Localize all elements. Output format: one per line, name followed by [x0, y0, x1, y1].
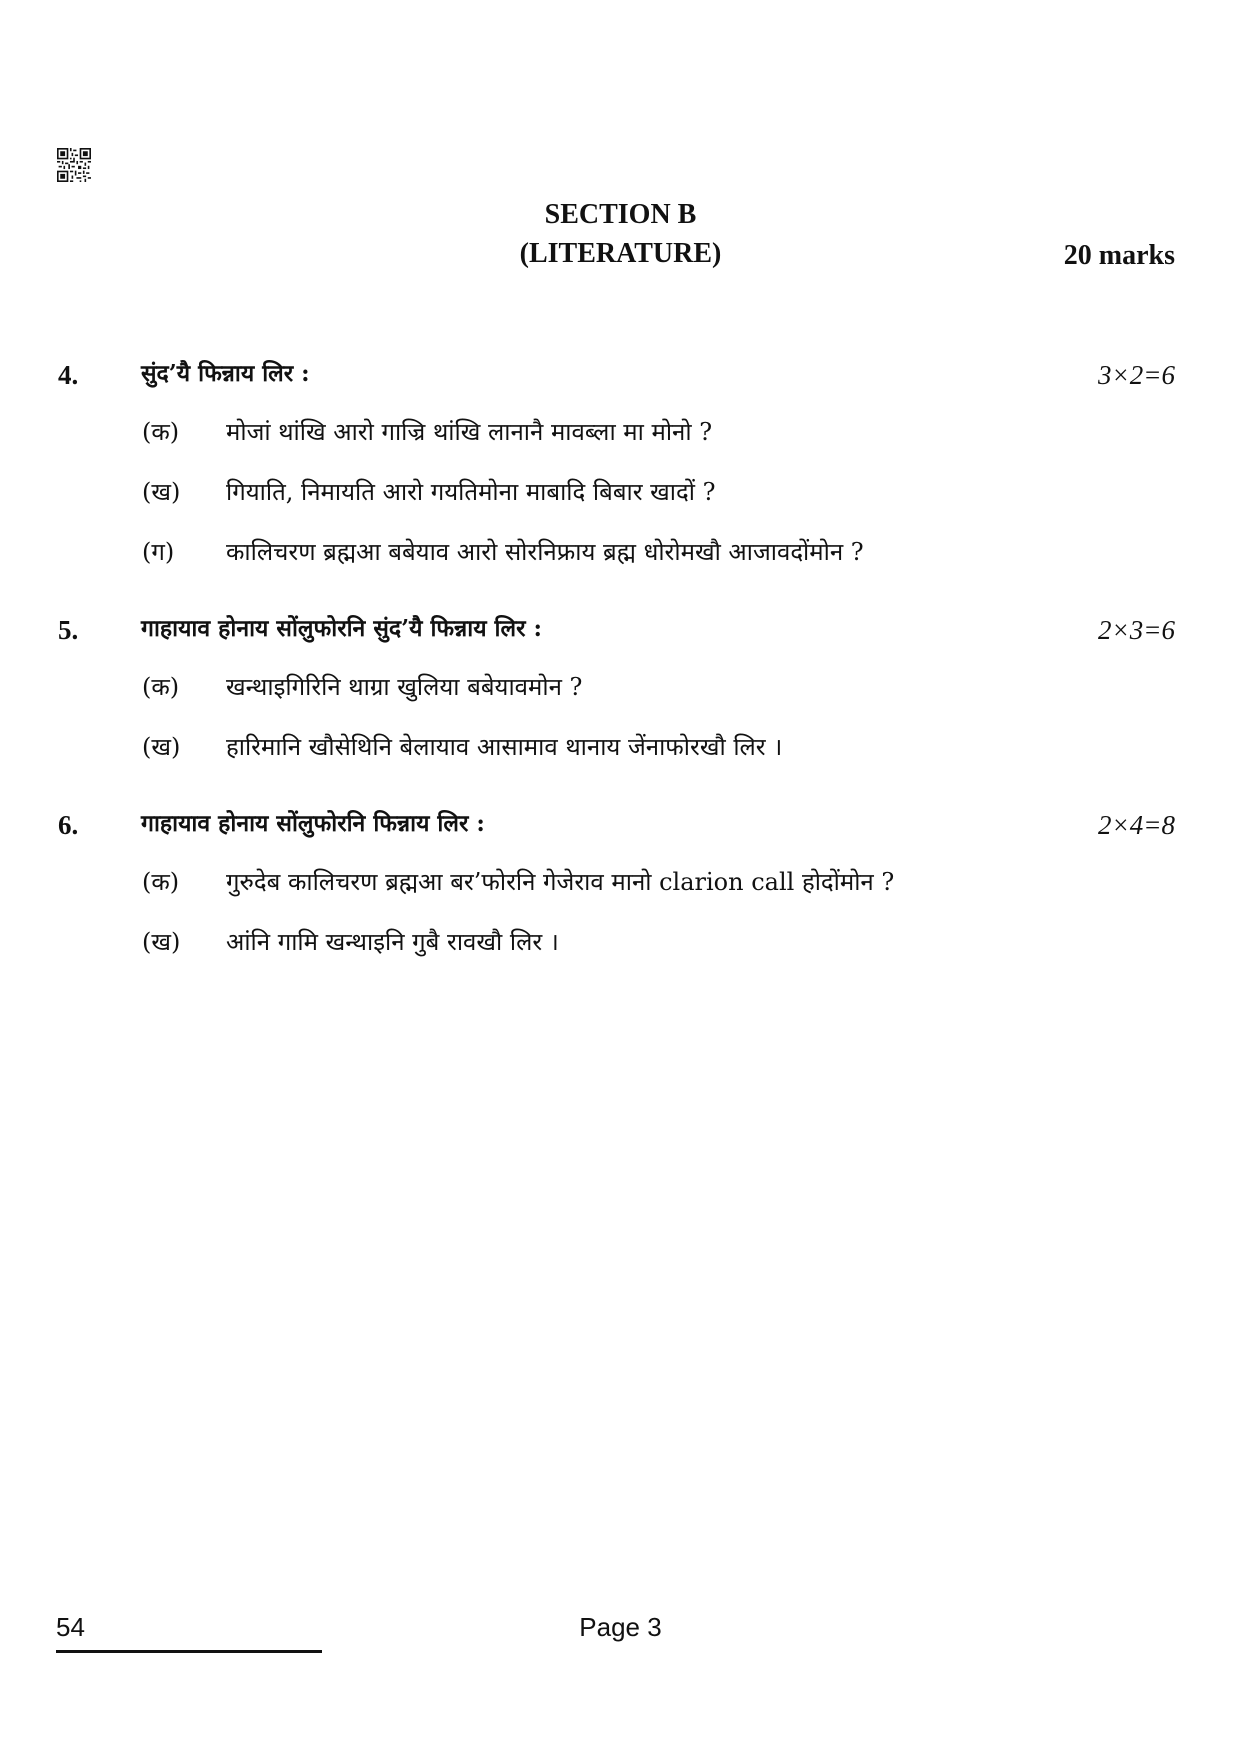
- part-text: खन्थाइगिरिनि थाग्रा खुलिया बबेयावमोन ?: [226, 673, 583, 701]
- section-title: SECTION B: [544, 199, 697, 230]
- question-6-part-b: [0, 923, 1241, 965]
- part-label: (ख): [142, 733, 181, 761]
- part-text: गुरुदेब कालिचरण ब्रह्मआ बर’फोरनि गेजेराव मानो clarion call होदोंमोन ?: [226, 868, 895, 896]
- footer-divider: [56, 1650, 322, 1653]
- part-text: गियाति, निमायति आरो गयतिमोना माबादि बिबार खादों ?: [226, 478, 716, 506]
- question-number: 5.: [58, 615, 79, 645]
- question-number: 4.: [58, 360, 79, 390]
- question-4-part-a: [0, 413, 1241, 455]
- question-number: 6.: [58, 810, 79, 840]
- question-6: [0, 804, 1241, 848]
- part-label: (ग): [142, 538, 175, 566]
- question-text: सुंद’यै फिन्नाय लिर :: [141, 360, 310, 387]
- part-label: (ख): [142, 478, 181, 506]
- part-text: हारिमानि खौसेथिनि बेलायाव आसामाव थानाय जेंनाफोरखौ लिर ।: [226, 733, 783, 761]
- question-marks: 3×2=6: [1098, 360, 1175, 390]
- question-4-part-c: [0, 533, 1241, 575]
- question-6-part-a: [0, 863, 1241, 905]
- question-4-part-b: [0, 473, 1241, 515]
- question-4: [0, 354, 1241, 398]
- section-subtitle: (LITERATURE): [519, 238, 722, 269]
- question-5: [0, 609, 1241, 653]
- part-label: (क): [142, 673, 180, 701]
- part-text: मोजां थांखि आरो गाज्रि थांखि लानानै मावब्ला मा मोनो ?: [226, 418, 713, 446]
- qr-code-icon: [57, 148, 91, 182]
- section-total-marks: 20 marks: [1063, 240, 1175, 271]
- part-label: (क): [142, 868, 180, 896]
- question-text: गाहायाव होनाय सोंलुफोरनि फिन्नाय लिर :: [141, 810, 485, 837]
- part-label: (क): [142, 418, 180, 446]
- part-text: आंनि गामि खन्थाइनि गुबै रावखौ लिर ।: [226, 928, 559, 956]
- question-text: गाहायाव होनाय सोंलुफोरनि सुंद’यै फिन्नाय लिर :: [141, 615, 543, 642]
- paper-code: 54: [56, 1612, 85, 1642]
- part-label: (ख): [142, 928, 181, 956]
- question-5-part-a: [0, 668, 1241, 710]
- part-text: कालिचरण ब्रह्मआ बबेयाव आरो सोरनिफ्राय ब्रह्म धोरोमखौ आजावदोंमोन ?: [226, 538, 864, 566]
- question-marks: 2×3=6: [1098, 615, 1175, 645]
- page-number: Page 3: [579, 1612, 662, 1642]
- question-marks: 2×4=8: [1098, 810, 1175, 840]
- question-5-part-b: [0, 728, 1241, 770]
